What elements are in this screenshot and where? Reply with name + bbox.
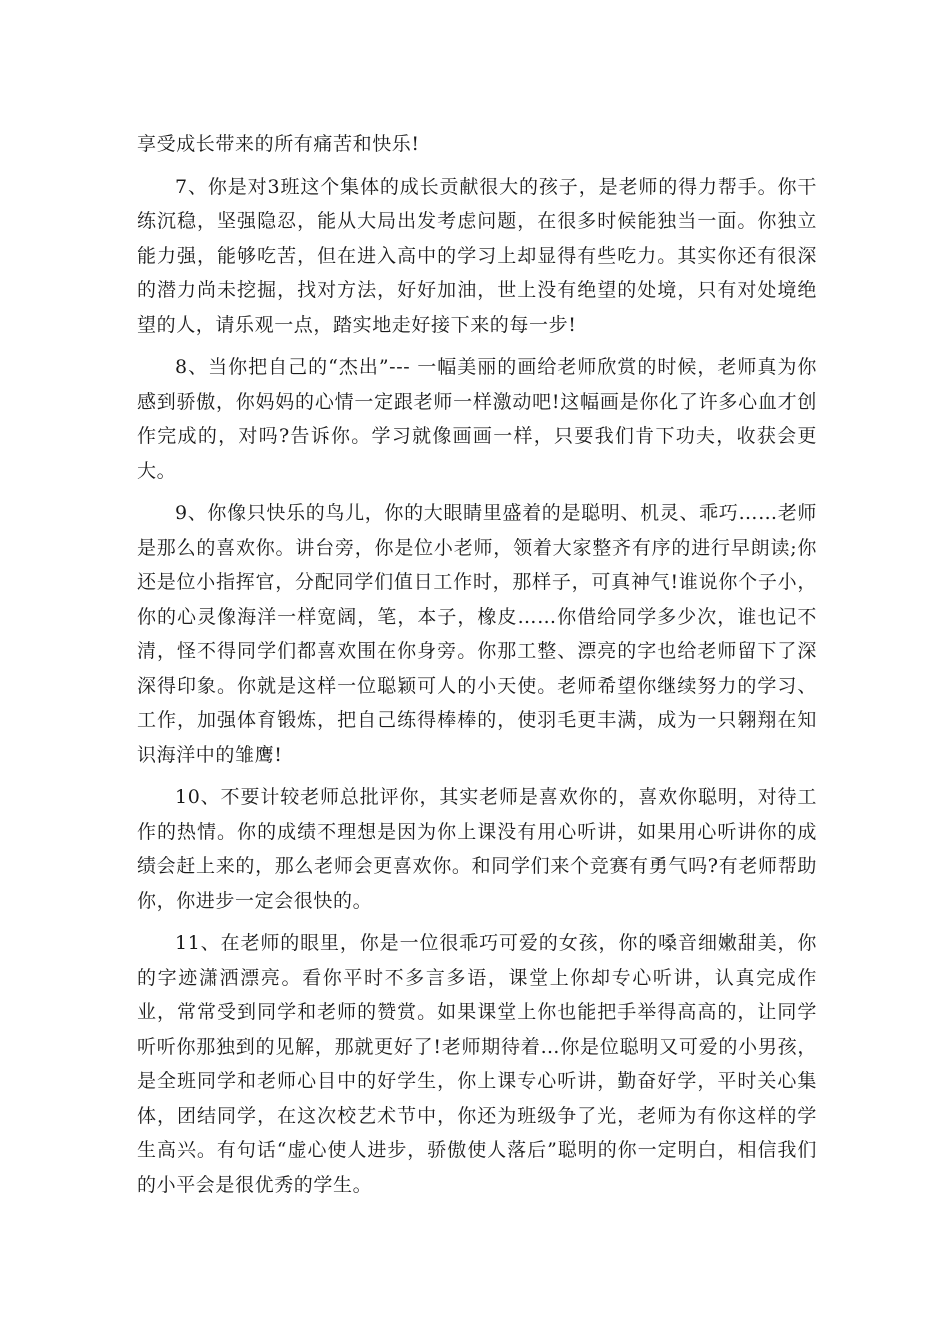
paragraph-continuation: 享受成长带来的所有痛苦和快乐! xyxy=(137,133,420,155)
paragraph-item-7: 7、你是对3班这个集体的成长贡献很大的孩子，是老师的得力帮手。你干练沉稳，坚强隐忍，能从大局出发考虑问题，在很多时候能独当一面。你独立能力强，能够吃苦，但在进入高中的学习上却显得有些吃力。其实你还有很深的潜力尚未挖掘，找对方法，好好加油，世上没有绝望的处境，只有对处境绝望的人，请乐观一点，踏实地走好接下来的每一步! xyxy=(137,175,817,336)
document-page xyxy=(137,127,817,1202)
paragraph-item-11: 11、在老师的眼里，你是一位很乖巧可爱的女孩，你的嗓音细嫩甜美，你的字迹潇洒漂亮。看你平时不多言多语，课堂上你却专心听讲，认真完成作业，常常受到同学和老师的赞赏。如果课堂上你也能把手举得高高的，让同学听听你那独到的见解，那就更好了!老师期待着…你是位聪明又可爱的小男孩，是全班同学和老师心目中的好学生，你上课专心听讲，勤奋好学，平时关心集体，团结同学，在这次校艺术节中，你还为班级争了光，老师为有你这样的学生高兴。有句话“虚心使人进步，骄傲使人落后”聪明的你一定明白，相信我们的小平会是很优秀的学生。 xyxy=(137,932,817,1196)
paragraph-item-10: 10、不要计较老师总批评你，其实老师是喜欢你的，喜欢你聪明，对待工作的热情。你的成绩不理想是因为你上课没有用心听讲，如果用心听讲你的成绩会赶上来的，那么老师会更喜欢你。和同学们来个竞赛有勇气吗?有老师帮助你，你进步一定会很快的。 xyxy=(137,786,817,912)
paragraph-item-8: 8、当你把自己的“杰出”--- 一幅美丽的画给老师欣赏的时候，老师真为你感到骄傲，你妈妈的心情一定跟老师一样激动吧!这幅画是你化了许多心血才创作完成的，对吗?告诉你。学习就像画画一样，只要我们肯下功夫，收获会更大。 xyxy=(137,356,817,482)
paragraph-item-9: 9、你像只快乐的鸟儿，你的大眼睛里盛着的是聪明、机灵、乖巧……老师是那么的喜欢你。讲台旁，你是位小老师，领着大家整齐有序的进行早朗读;你还是位小指挥官，分配同学们值日工作时，那样子，可真神气!谁说你个子小，你的心灵像海洋一样宽阔，笔，本子，橡皮……你借给同学多少次，谁也记不清，怪不得同学们都喜欢围在你身旁。你那工整、漂亮的字也给老师留下了深深得印象。你就是这样一位聪颖可人的小天使。老师希望你继续努力的学习、工作，加强体育锻炼，把自己练得棒棒的，使羽毛更丰满，成为一只翱翔在知识海洋中的雏鹰! xyxy=(137,502,817,766)
